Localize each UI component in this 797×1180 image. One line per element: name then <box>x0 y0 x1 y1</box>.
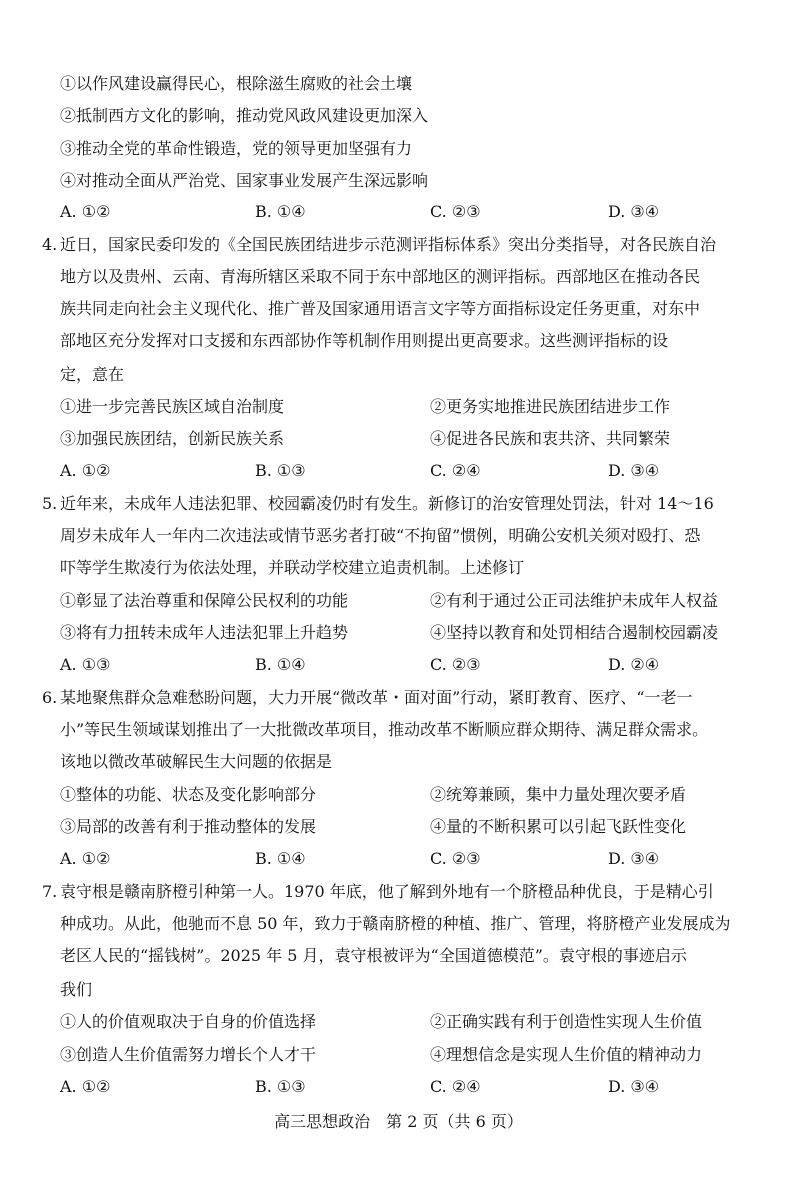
answer-choices <box>60 461 760 481</box>
choice-c: C. ②③ <box>430 202 481 221</box>
option-line: ③推动全党的革命性锻造，党的领导更加坚强有力 <box>60 139 413 158</box>
choice-a: A. ①② <box>60 849 111 868</box>
question-stem-line: 吓等学生欺凌行为依法处理，并联动学校建立追责机制。上述修订 <box>60 558 525 577</box>
question-stem-line: 周岁未成年人一年内二次违法或情节恶劣者打破“不拘留”惯例，明确公安机关须对殴打、恐 <box>60 526 701 545</box>
stem-text: 近日，国家民委印发的《全国民族团结进步示范测评指标体系》突出分类指导，对各民族自治 <box>60 235 717 254</box>
choice-d: D. ③④ <box>608 202 660 221</box>
choice-b: B. ①④ <box>255 202 306 221</box>
option-line: ④对推动全面从严治党、国家事业发展产生深远影响 <box>60 171 429 190</box>
answer-choices <box>60 849 760 869</box>
choice-d: D. ③④ <box>608 849 660 868</box>
option: ③创造人生价值需努力增长个人才干 <box>60 1045 317 1064</box>
option: ③局部的改善有利于推动整体的发展 <box>60 817 317 836</box>
option: ②有利于通过公正司法维护未成年人权益 <box>430 591 719 610</box>
option: ②正确实践有利于创造性实现人生价值 <box>430 1012 703 1031</box>
option-row <box>60 591 760 611</box>
page-footer: 高三思想政治 第 2 页（共 6 页） <box>274 1112 523 1131</box>
question-number: 6. <box>42 688 58 707</box>
question-stem-line: 我们 <box>60 980 93 999</box>
option-line: ②抵制西方文化的影响，推动党风政风建设更加深入 <box>60 106 429 125</box>
choice-a: A. ①② <box>60 202 111 221</box>
choice-a: A. ①② <box>60 1077 111 1096</box>
option: ②统筹兼顾，集中力量处理次要矛盾 <box>430 785 687 804</box>
question-stem-line <box>42 494 714 514</box>
option: ②更务实地推进民族团结进步工作 <box>430 397 671 416</box>
option: ①人的价值观取决于自身的价值选择 <box>60 1012 317 1031</box>
question-stem-line: 部地区充分发挥对口支援和东西部协作等机制作用则提出更高要求。这些测评指标的设 <box>60 331 669 350</box>
option: ①彰显了法治尊重和保障公民权利的功能 <box>60 591 349 610</box>
choice-b: B. ①③ <box>255 461 306 480</box>
option-row <box>60 785 760 805</box>
answer-choices <box>60 202 760 222</box>
choice-c: C. ②④ <box>430 1077 481 1096</box>
question-stem-line: 族共同走向社会主义现代化、推广普及国家通用语言文字等方面指标设定任务更重，对东中 <box>60 299 701 318</box>
choice-d: D. ②④ <box>608 655 660 674</box>
question-stem-line: 小”等民生领域谋划推出了一大批微改革项目，推动改革不断顺应群众期待、满足群众需求。 <box>60 720 709 739</box>
answer-choices <box>60 1077 760 1097</box>
option: ③加强民族团结，创新民族关系 <box>60 429 285 448</box>
stem-text: 袁守根是赣南脐橙引种第一人。1970 年底，他了解到外地有一个脐橙品种优良，于是精心引 <box>60 882 714 901</box>
choice-b: B. ①③ <box>255 1077 306 1096</box>
choice-b: B. ①④ <box>255 849 306 868</box>
choice-c: C. ②③ <box>430 655 481 674</box>
option-row <box>60 1045 760 1065</box>
option-row <box>60 817 760 837</box>
question-stem-line: 定，意在 <box>60 365 125 384</box>
option: ①整体的功能、状态及变化影响部分 <box>60 785 317 804</box>
question-stem-line <box>42 688 693 708</box>
answer-choices <box>60 655 760 675</box>
question-stem-line: 该地以微改革破解民生大问题的依据是 <box>60 752 333 771</box>
option-row <box>60 429 760 449</box>
option: ④坚持以教育和处罚相结合遏制校园霸凌 <box>430 623 719 642</box>
question-stem-line <box>42 882 714 902</box>
option: ④量的不断积累可以引起飞跃性变化 <box>430 817 687 836</box>
option: ①进一步完善民族区域自治制度 <box>60 397 285 416</box>
choice-d: D. ③④ <box>608 461 660 480</box>
choice-d: D. ③④ <box>608 1077 660 1096</box>
question-number: 7. <box>42 882 58 901</box>
question-number: 4. <box>42 235 58 254</box>
choice-c: C. ②③ <box>430 849 481 868</box>
option-line: ①以作风建设赢得民心，根除滋生腐败的社会土壤 <box>60 74 413 93</box>
option: ④促进各民族和衷共济、共同繁荣 <box>430 429 671 448</box>
question-number: 5. <box>42 494 58 513</box>
stem-text: 近年来，未成年人违法犯罪、校园霸凌仍时有发生。新修订的治安管理处罚法，针对 14～16 <box>60 494 714 513</box>
choice-a: A. ①② <box>60 461 111 480</box>
option-row <box>60 623 760 643</box>
question-stem-line: 种成功。从此，他驰而不息 50 年，致力于赣南脐橙的种植、推广、管理，将脐橙产业发展成为 <box>60 914 731 933</box>
choice-b: B. ①④ <box>255 655 306 674</box>
stem-text: 某地聚焦群众急难愁盼问题，大力开展“微改革・面对面”行动，紧盯教育、医疗、“一老一 <box>60 688 693 707</box>
choice-c: C. ②④ <box>430 461 481 480</box>
choice-a: A. ①③ <box>60 655 111 674</box>
option: ③将有力扭转未成年人违法犯罪上升趋势 <box>60 623 349 642</box>
question-stem-line: 地方以及贵州、云南、青海所辖区采取不同于东中部地区的测评指标。西部地区在推动各民 <box>60 267 701 286</box>
question-stem-line: 老区人民的“摇钱树”。2025 年 5 月，袁守根被评为“全国道德模范”。袁守根的事迹启示 <box>60 946 687 965</box>
question-stem-line <box>42 235 716 255</box>
option-row <box>60 1012 760 1032</box>
option-row <box>60 397 760 417</box>
option: ④理想信念是实现人生价值的精神动力 <box>430 1045 703 1064</box>
